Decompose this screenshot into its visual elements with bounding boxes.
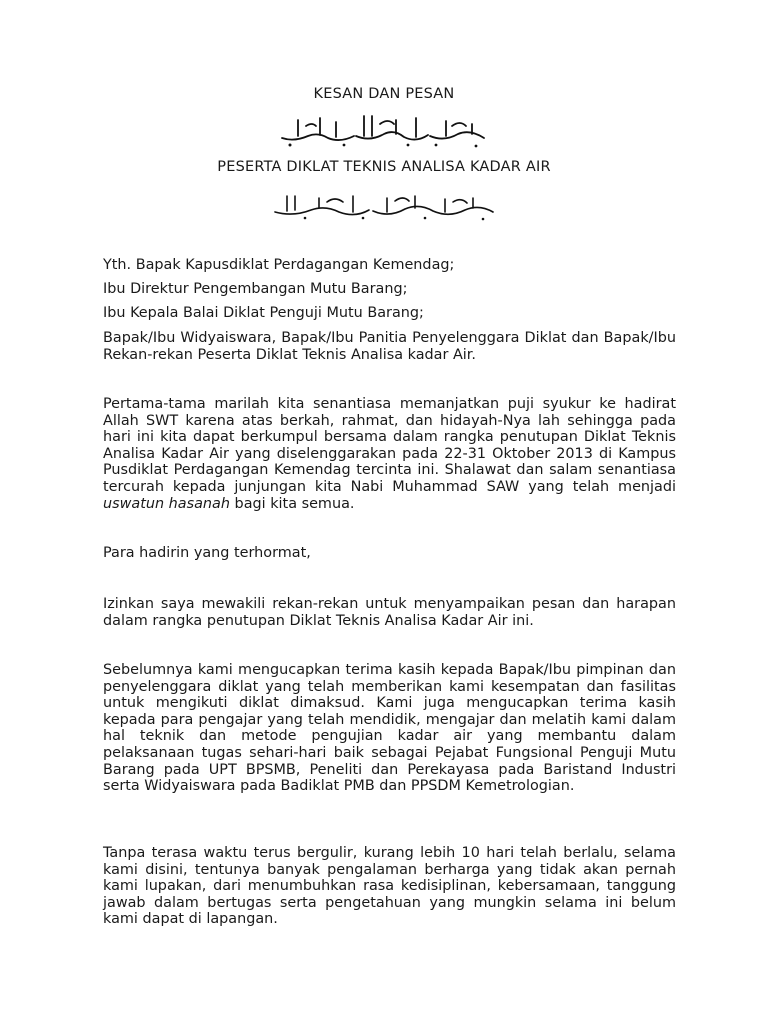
- paragraph-opening-end: bagi kita semua.: [229, 495, 355, 512]
- addressee-line: Ibu Kepala Balai Diklat Penguji Mutu Barang;: [103, 305, 424, 321]
- page-title: KESAN DAN PESAN: [313, 86, 455, 102]
- paragraph-opening: [103, 396, 676, 512]
- addressee-line: Yth. Bapak Kapusdiklat Perdagangan Kemendag;: [103, 257, 455, 273]
- paragraph-opening-text: Pertama-tama marilah kita senantiasa memanjatkan puji syukur ke hadirat Allah SWT karena atas berkah, rahmat, dan hidayah-Nya lah sehingga pada hari ini kita dapat berkumpul bersama dalam rangka penutupan Diklat Teknis Analisa Kadar Air yang diselenggarakan pada 22-31 Oktober 2013 di Kampus Pusdiklat Perdagangan Kemendag tercinta ini. Shalawat dan salam senantiasa tercurah kepada junjungan kita Nabi Muhammad SAW yang telah menjadi: [103, 396, 676, 495]
- addressee-line: Bapak/Ibu Widyaiswara, Bapak/Ibu Panitia Penyelenggara Diklat dan Bapak/Ibu Rekan-rekan Peserta Diklat Teknis Analisa kadar Air.: [103, 330, 676, 363]
- page-subtitle: PESERTA DIKLAT TEKNIS ANALISA KADAR AIR: [217, 159, 551, 175]
- greeting: Para hadirin yang terhormat,: [103, 545, 311, 561]
- salam-icon: [0, 190, 768, 226]
- paragraph-thanks: Sebelumnya kami mengucapkan terima kasih kepada Bapak/Ibu pimpinan dan penyelenggara diklat yang telah memberikan kami kesempatan dan fasilitas untuk mengikuti diklat dimaksud. Kami juga mengucapkan terima kasih kepada para pengajar yang telah mendidik, mengajar dan melatih kami dalam hal teknik dan metode pengujian kadar air yang membantu dalam pelaksanaan tugas sehari-hari baik sebagai Pejabat Fungsional Penguji Mutu Barang pada UPT BPSMB, Peneliti dan Perekayasa pada Baristand Industri serta Widyaiswara pada Badiklat PMB dan PPSDM Kemetrologian.: [103, 662, 676, 795]
- paragraph-reflection: Tanpa terasa waktu terus bergulir, kurang lebih 10 hari telah berlalu, selama kami disini, tentunya banyak pengalaman berharga yang tidak akan pernah kami lupakan, dari menumbuhkan rasa kedisiplinan, kebersamaan, tanggung jawab dalam bertugas serta pengetahuan yang mungkin selama ini belum kami dapat di lapangan.: [103, 845, 676, 928]
- basmalah-icon: [0, 112, 768, 154]
- addressee-line: Ibu Direktur Pengembangan Mutu Barang;: [103, 281, 408, 297]
- paragraph-permission: Izinkan saya mewakili rekan-rekan untuk menyampaikan pesan dan harapan dalam rangka penutupan Diklat Teknis Analisa Kadar Air ini.: [103, 596, 676, 629]
- italic-phrase: uswatun hasanah: [103, 495, 230, 512]
